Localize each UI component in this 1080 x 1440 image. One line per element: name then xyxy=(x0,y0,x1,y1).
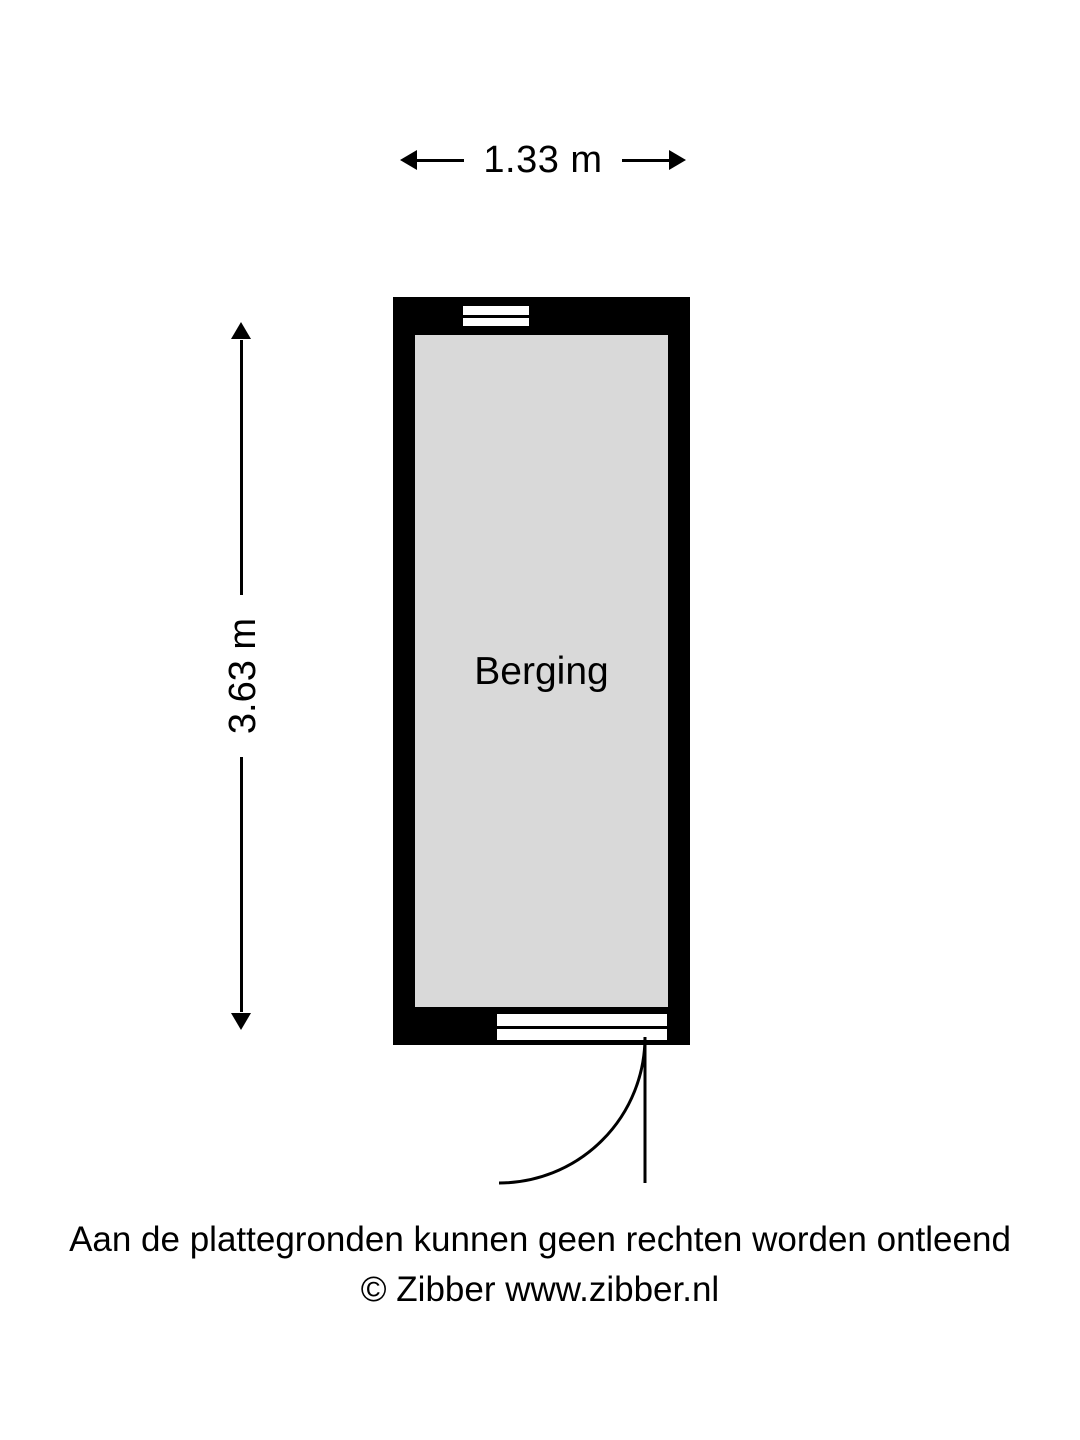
disclaimer-text: Aan de plattegronden kunnen geen rechten worden ontleend xyxy=(69,1220,1011,1259)
height-dimension xyxy=(208,320,278,1032)
footer xyxy=(0,1218,1080,1312)
arrow-head-right-icon xyxy=(669,150,686,170)
width-dimension-label: 1.33 m xyxy=(483,139,603,181)
credit-text: © Zibber www.zibber.nl xyxy=(360,1269,720,1309)
arrow-head-down-icon xyxy=(231,1013,251,1030)
door-swing-icon xyxy=(497,1035,647,1185)
dimension-line-top xyxy=(240,340,243,595)
width-dimension xyxy=(398,130,688,190)
window-opening-icon xyxy=(463,303,529,329)
dimension-line-bottom xyxy=(240,757,243,1012)
dimension-line-left xyxy=(414,159,464,162)
height-dimension-label: 3.63 m xyxy=(222,617,264,735)
room-label: Berging xyxy=(474,650,609,693)
arrow-head-up-icon xyxy=(231,322,251,339)
room-outline xyxy=(393,297,690,1045)
dimension-line-right xyxy=(622,159,672,162)
